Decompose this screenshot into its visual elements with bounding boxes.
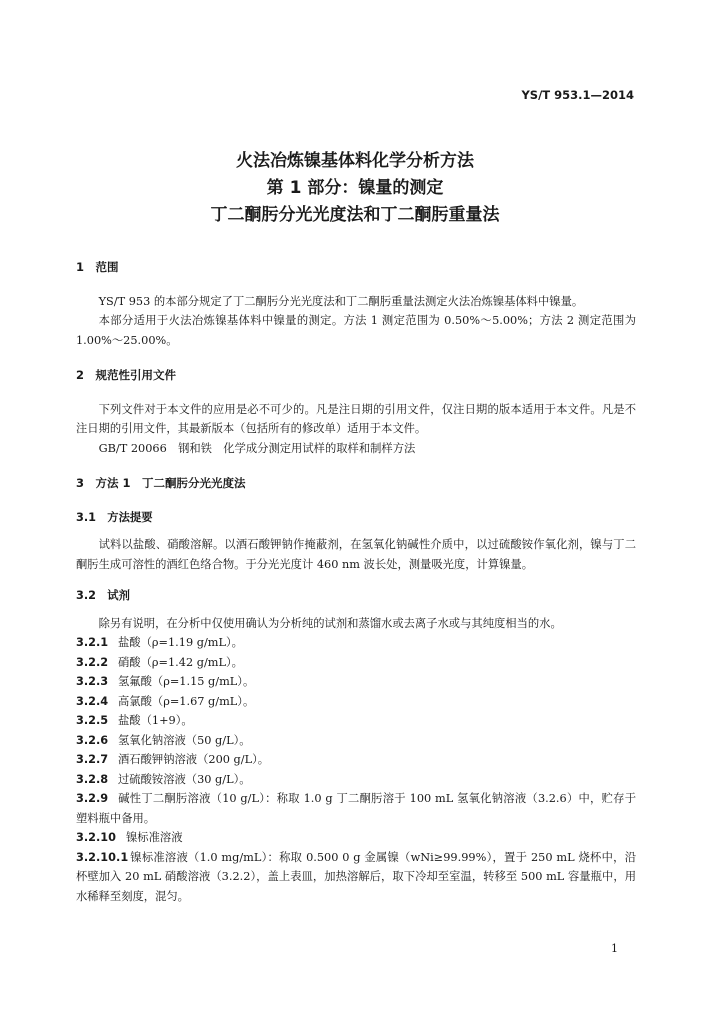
reagent-number: 3.2.5 (76, 714, 109, 727)
reagent-item (76, 848, 636, 907)
section-1-heading: 1 范围 (76, 260, 119, 274)
reagent-text: 氢氧化钠溶液（50 g/L）。 (118, 733, 251, 747)
section-3-1-heading: 3.1 方法提要 (76, 510, 153, 524)
reagent-item (76, 633, 636, 653)
reagent-text: 硝酸（ρ=1.42 g/mL）。 (118, 655, 243, 669)
reagent-number: 3.2.9 (76, 792, 109, 805)
document-title (0, 148, 710, 229)
reagent-text: 盐酸（1+9）。 (118, 714, 193, 727)
section-2-paragraph-1: 下列文件对于本文件的应用是必不可少的。凡是注日期的引用文件，仅注日期的版本适用于本文件。凡是不注日期的引用文件，其最新版本（包括所有的修改单）适用于本文件。 (76, 402, 636, 435)
reagent-text: 盐酸（ρ=1.19 g/mL）。 (118, 636, 243, 649)
document-body (76, 258, 636, 906)
section-2-heading: 2 规范性引用文件 (76, 368, 177, 382)
title-line-2: 第 1 部分：镍量的测定 (266, 178, 444, 198)
section-3-2-intro: 除另有说明，在分析中仅使用确认为分析纯的试剂和蒸馏水或去离子水或与其纯度相当的水。 (98, 616, 562, 630)
reagent-number: 3.2.2 (76, 655, 109, 669)
reagent-item (76, 711, 636, 731)
section-2-reference: GB/T 20066 钢和铁 化学成分测定用试样的取样和制样方法 (98, 441, 416, 455)
reagent-item (76, 770, 636, 790)
reagent-text: 碱性丁二酮肟溶液（10 g/L）：称取 1.0 g 丁二酮肟溶于 100 mL 氢氧化钠溶液（3.2.6）中，贮存于塑料瓶中备用。 (76, 792, 636, 825)
section-1-paragraph-1: YS/T 953 的本部分规定了丁二酮肟分光光度法和丁二酮肟重量法测定火法冶炼镍基体料中镍量。 (98, 294, 584, 308)
section-1-paragraph-2: 本部分适用于火法冶炼镍基体料中镍量的测定。方法 1 测定范围为 0.50%～5.00%；方法 2 测定范围为 1.00%～25.00%。 (76, 314, 636, 347)
reagent-text: 酒石酸钾钠溶液（200 g/L）。 (118, 753, 270, 766)
reagent-number: 3.2.10.1 (76, 850, 129, 864)
reagent-item (76, 672, 636, 692)
title-line-3: 丁二酮肟分光光度法和丁二酮肟重量法 (210, 205, 500, 225)
reagent-item (76, 731, 636, 751)
reagent-text: 过硫酸铵溶液（30 g/L）。 (118, 772, 251, 786)
reagent-text: 高氯酸（ρ=1.67 g/mL）。 (118, 694, 255, 708)
reagent-number: 3.2.8 (76, 772, 109, 786)
reagent-item (76, 653, 636, 673)
reagent-number: 3.2.3 (76, 675, 109, 688)
reagent-item (76, 828, 636, 848)
reagent-item (76, 789, 636, 828)
reagent-text: 镍标准溶液 (126, 831, 183, 844)
reagent-item (76, 692, 636, 712)
reagent-number: 3.2.6 (76, 733, 109, 747)
reagent-text: 氢氟酸（ρ=1.15 g/mL）。 (118, 675, 255, 688)
section-3-1-paragraph: 试料以盐酸、硝酸溶解。以酒石酸钾钠作掩蔽剂，在氢氧化钠碱性介质中，以过硫酸铵作氧化剂，镍与丁二酮肟生成可溶性的酒红色络合物。于分光光度计 460 nm 波长处，测量吸光度，计算镍量。 (76, 538, 636, 571)
title-line-1: 火法冶炼镍基体料化学分析方法 (236, 151, 474, 171)
reagent-number: 3.2.4 (76, 694, 109, 708)
reagent-item (76, 750, 636, 770)
section-3-2-heading: 3.2 试剂 (76, 589, 130, 602)
reagent-number: 3.2.10 (76, 831, 117, 844)
section-3-heading: 3 方法 1 丁二酮肟分光光度法 (76, 476, 246, 490)
reagent-text: 镍标准溶液（1.0 mg/mL）：称取 0.500 0 g 金属镍（wNi≥99.99%），置于 250 mL 烧杯中，沿杯壁加入 20 mL 硝酸溶液（3.2.2），盖上表皿，加热溶解后，取下冷却至室温，转移至 500 mL 容量瓶中，用水稀释至刻度，混匀。 (76, 850, 636, 903)
page-number: 1 (611, 942, 618, 955)
reagent-number: 3.2.7 (76, 753, 109, 766)
reagent-number: 3.2.1 (76, 636, 109, 649)
standard-code: YS/T 953.1—2014 (521, 88, 634, 102)
